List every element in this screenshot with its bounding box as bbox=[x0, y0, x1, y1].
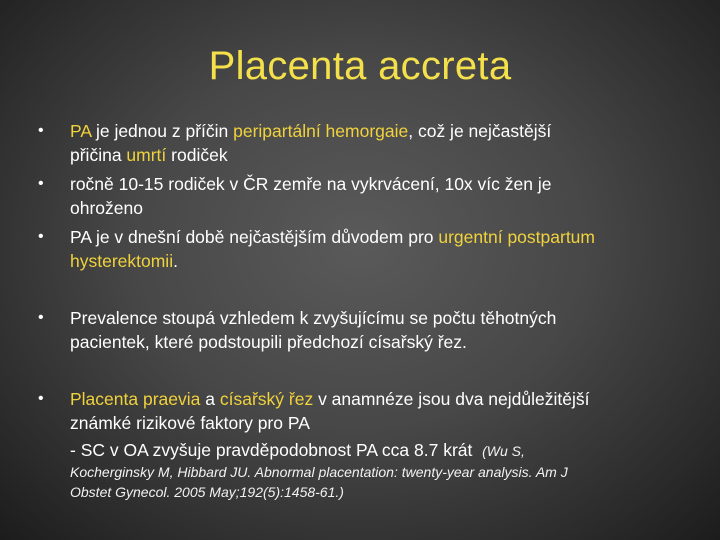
highlight-umrti: umrtí bbox=[126, 145, 167, 165]
text-segment: , což je nejčastější bbox=[408, 121, 552, 141]
highlight-peripartal: peripartální hemorgaie bbox=[233, 121, 409, 141]
highlight-cisarsky-rez: císařský řez bbox=[219, 389, 314, 409]
text-segment: PA je v dnešní době nejčastějším důvodem pro bbox=[70, 227, 439, 247]
bullet-marker: • bbox=[38, 175, 44, 192]
slide-title: Placenta accreta bbox=[208, 44, 512, 88]
bullet-marker: • bbox=[38, 390, 44, 407]
highlight-pa: PA bbox=[70, 121, 92, 141]
text-segment: přičina bbox=[70, 145, 127, 165]
bullet-line: ohroženo bbox=[70, 198, 143, 218]
highlight-urgent: urgentní postpartum bbox=[438, 227, 595, 247]
highlight-placenta-praevia: Placenta praevia bbox=[70, 389, 201, 409]
citation-line: Obstet Gynecol. 2005 May;192(5):1458-61.) bbox=[70, 484, 344, 500]
bullet-marker: • bbox=[38, 228, 44, 245]
citation-line: Kocherginsky M, Hibbard JU. Abnormal placentation: twenty-year analysis. Am J bbox=[70, 464, 568, 480]
bullet-marker: • bbox=[38, 122, 44, 139]
bullet-line bbox=[70, 388, 690, 410]
bullet-marker: • bbox=[38, 309, 44, 326]
bullet-line bbox=[70, 226, 690, 248]
bullet-line bbox=[70, 250, 690, 272]
text-segment: - SC v OA zvyšuje pravděpodobnost PA cca 8.7 krát bbox=[70, 440, 473, 460]
bullet-line: pacientek, které podstoupili předchozí císařský řez. bbox=[70, 332, 467, 352]
text-segment: . bbox=[173, 251, 178, 271]
text-segment: je jednou z příčin bbox=[91, 121, 234, 141]
bullet-line bbox=[70, 120, 690, 142]
bullet-line bbox=[70, 439, 690, 461]
text-segment: rodiček bbox=[166, 145, 228, 165]
bullet-line: Prevalence stoupá vzhledem k zvyšujícímu se počtu těhotných bbox=[70, 308, 557, 328]
highlight-hysterektomii: hysterektomii bbox=[70, 251, 174, 271]
bullet-line: známké rizikové faktory pro PA bbox=[70, 413, 310, 433]
bullet-line: ročně 10-15 rodiček v ČR zemře na vykrvácení, 10x víc žen je bbox=[70, 174, 552, 194]
citation-start: (Wu S, bbox=[482, 443, 525, 459]
bullet-line bbox=[70, 144, 690, 166]
text-segment: a bbox=[200, 389, 220, 409]
text-segment: v anamnéze jsou dva nejdůležitější bbox=[313, 389, 590, 409]
